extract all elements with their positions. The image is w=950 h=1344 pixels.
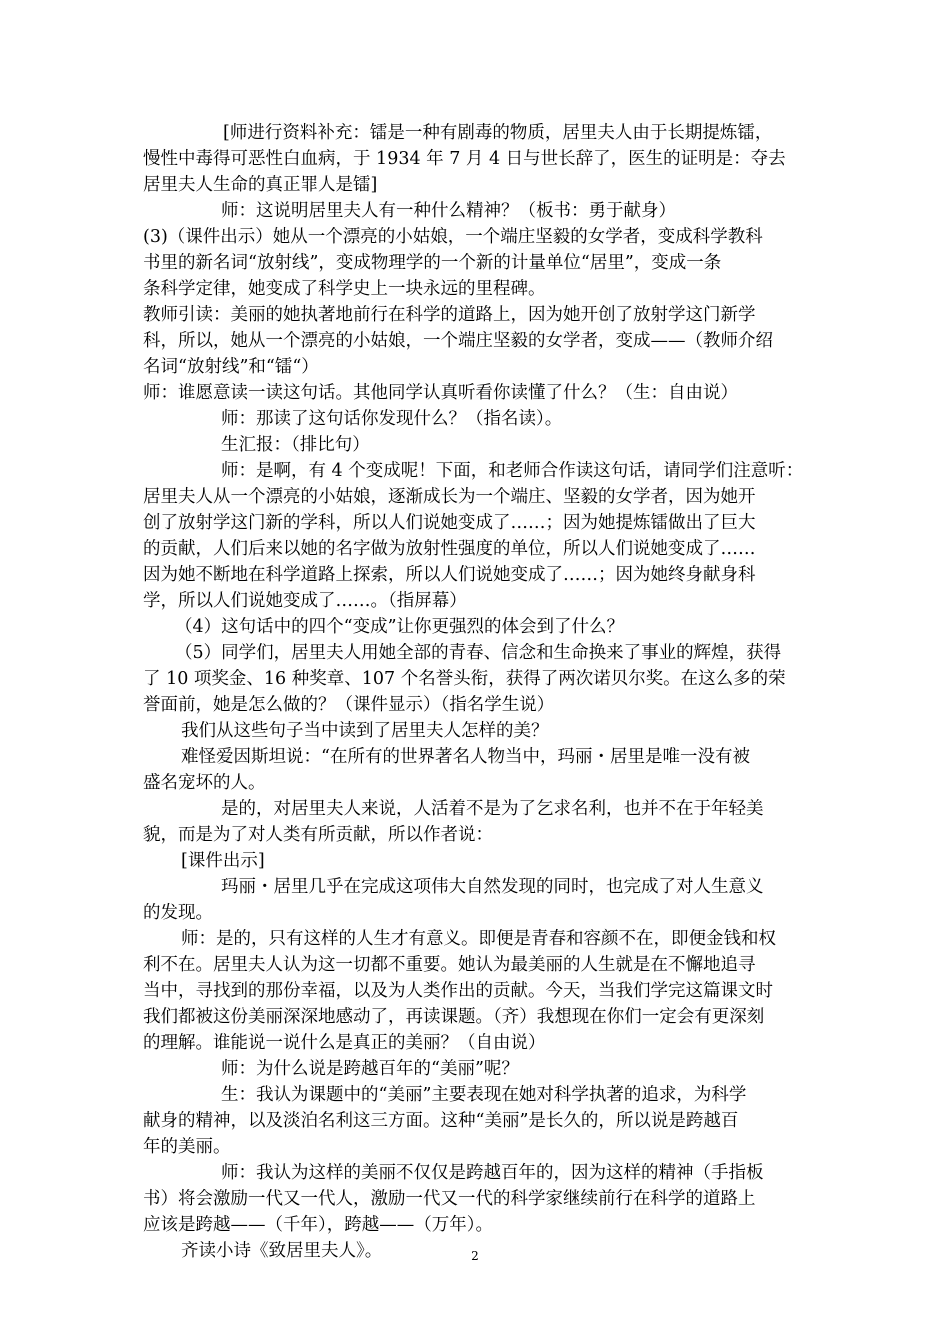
text-line: 居里夫人从一个漂亮的小姑娘，逐渐成长为一个端庄、坚毅的女学者，因为她开 [143,487,756,507]
text-line: 了 10 项奖金、16 种奖章、107 个名誉头衔，获得了两次诺贝尔奖。在这么多的荣 [143,669,786,689]
text-line: 师：那读了这句话你发现什么？（指名读）。 [221,409,563,429]
text-line: 学，所以人们说她变成了……。（指屏幕） [143,591,467,611]
text-line: 盛名宠坏的人。 [143,773,266,793]
text-line: 生：我认为课题中的“美丽”主要表现在她对科学执著的追求，为科学 [221,1085,747,1105]
text-line: 年的美丽。 [143,1137,231,1157]
text-line: (3)（课件出示）她从一个漂亮的小姑娘，一个端庄坚毅的女学者，变成科学教科 [143,227,763,247]
text-line: 生汇报：（排比句） [221,435,370,455]
text-line: 师：这说明居里夫人有一种什么精神？（板书：勇于献身） [221,201,676,221]
text-line: [师进行资料补充：镭是一种有剧毒的物质，居里夫人由于长期提炼镭， [223,123,773,143]
page-number: 2 [471,1249,479,1263]
text-line: （4）这句话中的四个“变成”让你更强烈的体会到了什么？ [175,617,625,637]
text-line: 科，所以，她从一个漂亮的小姑娘，一个端庄坚毅的女学者，变成——（教师介绍 [143,331,773,351]
text-line: 师：是的，只有这样的人生才有意义。即便是青春和容颜不在，即便金钱和权 [181,929,776,949]
text-line: 师：为什么说是跨越百年的“美丽”呢？ [221,1059,519,1079]
text-line: 的贡献，人们后来以她的名字做为放射性强度的单位，所以人们说她变成了…… [143,539,756,559]
text-line: 我们都被这份美丽深深地感动了，再读课题。（齐）我想现在你们一定会有更深刻 [143,1007,765,1027]
text-line: （5）同学们，居里夫人用她全部的青春、信念和生命换来了事业的辉煌，获得 [175,643,782,663]
text-line: 当中，寻找到的那份幸福，以及为人类作出的贡献。今天，当我们学完这篇课文时 [143,981,773,1001]
text-line: 我们从这些句子当中读到了居里夫人怎样的美？ [181,721,549,741]
text-line: 教师引读：美丽的她执著地前行在科学的道路上，因为她开创了放射学这门新学 [143,305,756,325]
text-line: 利不在。居里夫人认为这一切都不重要。她认为最美丽的人生就是在不懈地追寻 [143,955,756,975]
text-line: 名词“放射线”和“镭“） [143,357,319,377]
text-line: 师：谁愿意读一读这句话。其他同学认真听看你读懂了什么？（生：自由说） [143,383,738,403]
text-line: [课件出示] [181,851,265,871]
text-line: 齐读小诗《致居里夫人》。 [181,1241,383,1261]
text-line: 条科学定律，她变成了科学史上一块永远的里程碑。 [143,279,546,299]
text-line: 因为她不断地在科学道路上探索，所以人们说她变成了……；因为她终身献身科 [143,565,756,585]
text-line: 居里夫人生命的真正罪人是镭] [143,175,378,195]
text-line: 书）将会激励一代又一代人，激励一代又一代的科学家继续前行在科学的道路上 [143,1189,756,1209]
text-line: 誉面前，她是怎么做的？（课件显示）（指名学生说） [143,695,555,715]
text-line: 玛丽・居里几乎在完成这项伟大自然发现的同时，也完成了对人生意义 [221,877,764,897]
text-line: 创了放射学这门新的学科，所以人们说她变成了……；因为她提炼镭做出了巨大 [143,513,756,533]
text-line: 应该是跨越——（千年），跨越——（万年）。 [143,1215,493,1235]
text-line: 书里的新名词“放射线”，变成物理学的一个新的计量单位“居里”，变成一条 [143,253,722,273]
text-line: 的发现。 [143,903,213,923]
text-line: 是的，对居里夫人来说，人活着不是为了乞求名利，也并不在于年轻美 [221,799,764,819]
text-line: 师：是啊，有 4 个变成呢！下面，和老师合作读这句话，请同学们注意听： [221,461,804,481]
text-line: 的理解。谁能说一说什么是真正的美丽？（自由说） [143,1033,546,1053]
text-line: 慢性中毒得可恶性白血病，于 1934 年 7 月 4 日与世长辞了，医生的证明是：夺去 [143,149,786,169]
text-line: 师：我认为这样的美丽不仅仅是跨越百年的，因为这样的精神（手指板 [221,1163,764,1183]
text-line: 貌，而是为了对人类有所贡献，所以作者说： [143,825,493,845]
text-line: 难怪爱因斯坦说：“在所有的世界著名人物当中，玛丽・居里是唯一没有被 [181,747,750,767]
text-line: 献身的精神，以及淡泊名利这三方面。这种“美丽”是长久的，所以说是跨越百 [143,1111,739,1131]
